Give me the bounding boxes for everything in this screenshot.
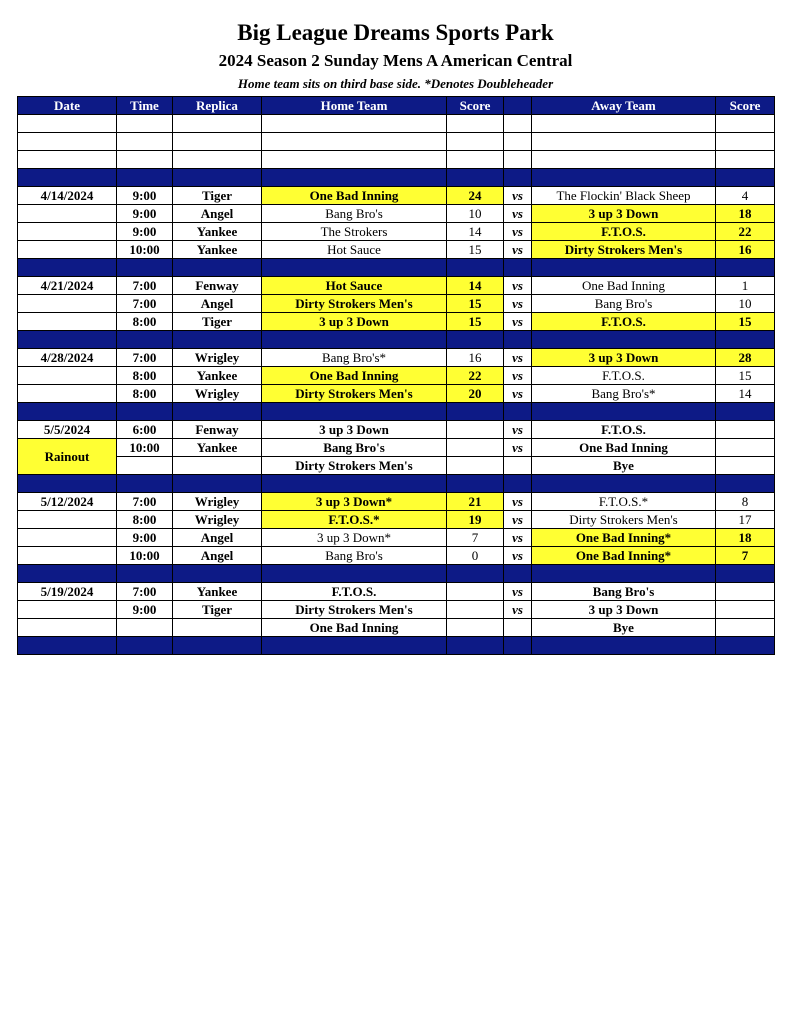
schedule-note: Home team sits on third base side. *Denotes Doubleheader [237,76,554,91]
game-row [18,619,775,637]
separator-cell [504,403,532,421]
away-score-cell [716,421,775,439]
separator-cell [716,565,775,583]
separator-cell [532,475,716,493]
away-score-cell: 7 [716,547,775,565]
separator-cell [447,403,504,421]
separator-cell [532,259,716,277]
field-cell: Angel [173,205,262,223]
separator-cell [18,259,117,277]
home-team-cell: One Bad Inning [262,367,447,385]
date-cell [18,313,117,331]
game-row [18,493,775,511]
away-score-cell: 18 [716,529,775,547]
date-cell: 4/21/2024 [18,277,117,295]
away-team-cell: F.T.O.S. [532,223,716,241]
replica-column-header: Replica [173,97,262,115]
field-cell [173,619,262,637]
vs-cell: vs [504,295,532,313]
date-cell [18,385,117,403]
separator-cell [262,169,447,187]
separator-cell [447,169,504,187]
away-score-column-header: Score [716,97,775,115]
home-score-cell: 14 [447,223,504,241]
vs-column-header [504,97,532,115]
separator-cell [18,475,117,493]
time-cell: 7:00 [117,493,173,511]
time-cell: 9:00 [117,223,173,241]
vs-cell: vs [504,601,532,619]
home-score-cell: 22 [447,367,504,385]
game-row [18,529,775,547]
vs-cell: vs [504,223,532,241]
field-cell: Tiger [173,187,262,205]
separator-cell [504,169,532,187]
week-separator-row [18,403,775,421]
home-score-cell: 0 [447,547,504,565]
week-separator-row [18,637,775,655]
time-cell: 10:00 [117,241,173,259]
game-row [18,277,775,295]
field-cell: Wrigley [173,511,262,529]
away-team-cell: Bang Bro's [532,583,716,601]
blank-cell [173,151,262,169]
home-team-cell: Dirty Strokers Men's [262,295,447,313]
blank-cell [504,151,532,169]
game-row [18,385,775,403]
date-cell [18,547,117,565]
date-cell [18,223,117,241]
field-cell: Angel [173,547,262,565]
game-row [18,313,775,331]
blank-cell [447,115,504,133]
separator-cell [447,331,504,349]
home-team-cell: Dirty Strokers Men's [262,385,447,403]
separator-cell [447,259,504,277]
blank-cell [173,133,262,151]
home-score-cell [447,439,504,457]
separator-cell [18,403,117,421]
home-score-cell: 21 [447,493,504,511]
separator-cell [117,169,173,187]
date-cell: 4/14/2024 [18,187,117,205]
away-score-cell: 14 [716,385,775,403]
home-score-cell: 7 [447,529,504,547]
header-row [18,97,775,115]
separator-cell [173,169,262,187]
field-cell: Wrigley [173,385,262,403]
blank-cell [117,115,173,133]
field-cell: Angel [173,295,262,313]
home-score-cell: 15 [447,241,504,259]
date-cell [18,367,117,385]
separator-cell [173,259,262,277]
game-row [18,421,775,439]
time-cell [117,619,173,637]
away-score-cell: 16 [716,241,775,259]
separator-cell [504,259,532,277]
separator-cell [18,169,117,187]
away-score-cell [716,439,775,457]
home-score-cell [447,619,504,637]
date-cell [18,529,117,547]
separator-cell [262,403,447,421]
blank-cell [532,133,716,151]
game-row [18,223,775,241]
home-team-cell: Dirty Strokers Men's [262,457,447,475]
away-team-cell: Bang Bro's* [532,385,716,403]
game-row [18,241,775,259]
away-score-cell: 10 [716,295,775,313]
game-row [18,601,775,619]
separator-cell [716,403,775,421]
field-cell: Yankee [173,223,262,241]
time-cell: 7:00 [117,277,173,295]
away-team-column-header: Away Team [532,97,716,115]
blank-row [18,133,775,151]
away-score-cell [716,583,775,601]
blank-cell [262,151,447,169]
separator-cell [262,331,447,349]
schedule-body [18,115,775,655]
game-row [18,457,775,475]
vs-cell: vs [504,421,532,439]
separator-cell [716,259,775,277]
date-cell [18,241,117,259]
separator-cell [532,331,716,349]
time-cell: 7:00 [117,583,173,601]
away-score-cell: 4 [716,187,775,205]
blank-cell [532,115,716,133]
separator-cell [173,403,262,421]
game-row [18,547,775,565]
blank-cell [532,151,716,169]
blank-cell [18,133,117,151]
time-cell: 10:00 [117,547,173,565]
blank-cell [262,133,447,151]
away-team-cell: Dirty Strokers Men's [532,241,716,259]
date-cell: 5/5/2024 [18,421,117,439]
away-team-cell: One Bad Inning* [532,529,716,547]
away-team-cell: 3 up 3 Down [532,349,716,367]
separator-cell [262,475,447,493]
home-team-cell: Bang Bro's [262,439,447,457]
week-separator-row [18,565,775,583]
time-cell: 8:00 [117,313,173,331]
away-score-cell [716,619,775,637]
away-score-cell [716,601,775,619]
separator-cell [532,403,716,421]
field-cell [173,457,262,475]
page-title: Big League Dreams Sports Park [237,20,554,45]
home-team-column-header: Home Team [262,97,447,115]
home-score-cell [447,421,504,439]
separator-cell [117,475,173,493]
vs-cell: vs [504,529,532,547]
home-team-cell: Bang Bro's [262,547,447,565]
away-team-cell: The Flockin' Black Sheep [532,187,716,205]
time-cell: 7:00 [117,349,173,367]
game-row [18,367,775,385]
separator-cell [117,637,173,655]
game-row [18,439,775,457]
date-cell: 4/28/2024 [18,349,117,367]
date-cell [18,295,117,313]
home-team-cell: Hot Sauce [262,241,447,259]
time-cell: 9:00 [117,205,173,223]
field-cell: Wrigley [173,349,262,367]
separator-cell [173,637,262,655]
field-cell: Yankee [173,439,262,457]
home-score-cell [447,583,504,601]
field-cell: Yankee [173,241,262,259]
separator-cell [262,565,447,583]
home-team-cell: Bang Bro's [262,205,447,223]
away-team-cell: One Bad Inning [532,439,716,457]
vs-cell: vs [504,277,532,295]
home-score-cell: 15 [447,313,504,331]
home-score-cell: 20 [447,385,504,403]
time-cell: 6:00 [117,421,173,439]
home-team-cell: One Bad Inning [262,187,447,205]
date-cell [18,205,117,223]
home-score-cell: 10 [447,205,504,223]
game-row [18,295,775,313]
away-team-cell: F.T.O.S. [532,421,716,439]
vs-cell: vs [504,439,532,457]
separator-cell [117,565,173,583]
separator-cell [117,259,173,277]
vs-cell: vs [504,385,532,403]
schedule-table [17,96,775,655]
away-team-cell: Bye [532,457,716,475]
separator-cell [716,475,775,493]
vs-cell: vs [504,367,532,385]
separator-cell [532,637,716,655]
field-cell: Fenway [173,421,262,439]
date-cell [18,601,117,619]
away-score-cell: 1 [716,277,775,295]
separator-cell [447,637,504,655]
home-team-cell: 3 up 3 Down* [262,529,447,547]
field-cell: Wrigley [173,493,262,511]
time-cell: 9:00 [117,187,173,205]
blank-cell [18,151,117,169]
home-team-cell: F.T.O.S. [262,583,447,601]
separator-cell [18,565,117,583]
vs-cell: vs [504,511,532,529]
vs-cell [504,619,532,637]
time-column-header: Time [117,97,173,115]
separator-cell [504,475,532,493]
time-cell: 7:00 [117,295,173,313]
time-cell: 8:00 [117,385,173,403]
vs-cell: vs [504,493,532,511]
away-team-cell: 3 up 3 Down [532,601,716,619]
separator-cell [173,331,262,349]
time-cell: 9:00 [117,529,173,547]
home-team-cell: Hot Sauce [262,277,447,295]
away-score-cell: 15 [716,313,775,331]
home-score-cell: 14 [447,277,504,295]
date-cell: 5/12/2024 [18,493,117,511]
game-row [18,583,775,601]
blank-row [18,151,775,169]
blank-cell [504,133,532,151]
date-cell [18,511,117,529]
separator-cell [18,637,117,655]
home-team-cell: One Bad Inning [262,619,447,637]
away-team-cell: One Bad Inning [532,277,716,295]
home-team-cell: The Strokers [262,223,447,241]
vs-cell [504,457,532,475]
separator-cell [117,403,173,421]
away-team-cell: Dirty Strokers Men's [532,511,716,529]
away-score-cell: 18 [716,205,775,223]
time-cell [117,457,173,475]
home-team-cell: Bang Bro's* [262,349,447,367]
separator-cell [716,637,775,655]
game-row [18,511,775,529]
week-separator-row [18,259,775,277]
away-score-cell [716,457,775,475]
vs-cell: vs [504,313,532,331]
home-team-cell: Dirty Strokers Men's [262,601,447,619]
separator-cell [504,565,532,583]
home-score-cell: 16 [447,349,504,367]
away-team-cell: One Bad Inning* [532,547,716,565]
home-team-cell: 3 up 3 Down [262,313,447,331]
separator-cell [18,331,117,349]
blank-cell [18,115,117,133]
field-cell: Fenway [173,277,262,295]
blank-cell [117,151,173,169]
field-cell: Tiger [173,313,262,331]
vs-cell: vs [504,205,532,223]
separator-cell [532,169,716,187]
separator-cell [173,475,262,493]
blank-cell [447,133,504,151]
home-score-cell [447,457,504,475]
home-team-cell: F.T.O.S.* [262,511,447,529]
separator-cell [173,565,262,583]
blank-cell [173,115,262,133]
away-team-cell: Bye [532,619,716,637]
week-separator-row [18,169,775,187]
blank-cell [716,133,775,151]
field-cell: Angel [173,529,262,547]
home-team-cell: 3 up 3 Down* [262,493,447,511]
game-row [18,205,775,223]
home-score-cell: 19 [447,511,504,529]
away-score-cell: 17 [716,511,775,529]
separator-cell [716,169,775,187]
vs-cell: vs [504,349,532,367]
home-score-cell: 24 [447,187,504,205]
away-score-cell: 22 [716,223,775,241]
date-cell: 5/19/2024 [18,583,117,601]
field-cell: Yankee [173,367,262,385]
blank-row [18,115,775,133]
home-score-cell [447,601,504,619]
blank-cell [716,151,775,169]
week-separator-row [18,475,775,493]
time-cell: 10:00 [117,439,173,457]
away-score-cell: 15 [716,367,775,385]
vs-cell: vs [504,547,532,565]
home-score-cell: 15 [447,295,504,313]
away-team-cell: F.T.O.S. [532,367,716,385]
separator-cell [716,331,775,349]
field-cell: Tiger [173,601,262,619]
separator-cell [504,331,532,349]
away-score-cell: 8 [716,493,775,511]
away-team-cell: F.T.O.S.* [532,493,716,511]
vs-cell: vs [504,187,532,205]
separator-cell [447,475,504,493]
vs-cell: vs [504,241,532,259]
time-cell: 8:00 [117,367,173,385]
time-cell: 9:00 [117,601,173,619]
home-team-cell: 3 up 3 Down [262,421,447,439]
separator-cell [262,259,447,277]
separator-cell [504,637,532,655]
page-subtitle: 2024 Season 2 Sunday Mens A American Central [218,51,573,70]
separator-cell [262,637,447,655]
blank-cell [117,133,173,151]
vs-cell: vs [504,583,532,601]
rainout-badge: Rainout [18,439,117,475]
away-team-cell: Bang Bro's [532,295,716,313]
away-team-cell: 3 up 3 Down [532,205,716,223]
home-score-column-header: Score [447,97,504,115]
separator-cell [532,565,716,583]
date-cell [18,619,117,637]
separator-cell [117,331,173,349]
blank-cell [262,115,447,133]
week-separator-row [18,331,775,349]
away-team-cell: F.T.O.S. [532,313,716,331]
game-row [18,349,775,367]
date-column-header: Date [18,97,117,115]
blank-cell [447,151,504,169]
time-cell: 8:00 [117,511,173,529]
separator-cell [447,565,504,583]
blank-cell [716,115,775,133]
game-row [18,187,775,205]
away-score-cell: 28 [716,349,775,367]
field-cell: Yankee [173,583,262,601]
blank-cell [504,115,532,133]
